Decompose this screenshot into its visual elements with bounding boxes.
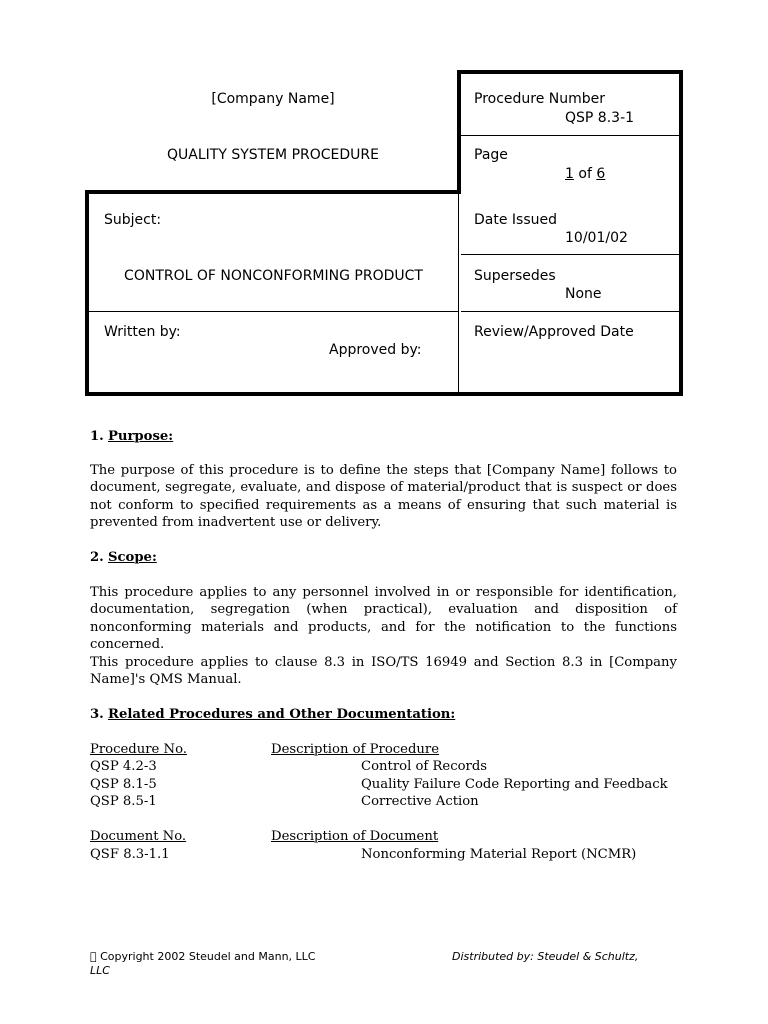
- page-current: 1: [565, 166, 574, 182]
- section-number: 1.: [90, 429, 104, 444]
- written-by-label: Written by:: [104, 324, 181, 340]
- copyright-notice:   Copyright 2002 Steudel and Mann, LLC: [90, 950, 316, 963]
- purpose-heading: [90, 428, 173, 445]
- scope-text: This procedure applies to any personnel involved in or responsible for identification, documentation, segregation (when practical), evaluation and disposition of nonconforming materials and products, and for the notification to the functions concerned.: [90, 585, 677, 653]
- procedure-desc-cell: Control of Records: [361, 759, 488, 774]
- header-divider: [461, 135, 679, 136]
- supersedes-label: Supersedes: [474, 268, 556, 284]
- header-divider: [458, 194, 459, 392]
- document-type: QUALITY SYSTEM PROCEDURE: [167, 147, 379, 163]
- header-divider: [89, 311, 458, 312]
- page-of: of: [578, 166, 592, 182]
- section-number: 2.: [90, 550, 104, 565]
- procedure-col-header: Procedure No.: [90, 742, 187, 757]
- section-title: Purpose:: [107, 429, 174, 444]
- page-total: 6: [596, 166, 606, 182]
- company-name: [Company Name]: [211, 91, 335, 107]
- header-border: [457, 70, 461, 194]
- distributed-by: Distributed by: Steudel & Schultz,: [452, 950, 639, 963]
- document-number-cell: QSF 8.3-1.1: [90, 847, 170, 862]
- date-issued-label: Date Issued: [474, 212, 558, 228]
- header-border: [679, 70, 683, 396]
- date-issued: 10/01/02: [565, 230, 628, 246]
- procedure-desc-cell: Corrective Action: [361, 794, 479, 809]
- procedure-number: QSP 8.3-1: [565, 110, 635, 126]
- approved-by-label: Approved by:: [329, 342, 422, 358]
- procedure-desc-cell: Quality Failure Code Reporting and Feedback: [361, 777, 668, 792]
- document-desc-col-header: Description of Document: [271, 829, 439, 844]
- subject-label: Subject:: [104, 212, 162, 228]
- page-indicator: [565, 166, 605, 182]
- header-divider: [461, 254, 679, 255]
- procedure-number-cell: QSP 8.5-1: [90, 794, 157, 809]
- header-border: [85, 392, 683, 396]
- section-title: Scope:: [107, 550, 157, 565]
- header-border: [85, 190, 89, 396]
- section-number: 3.: [90, 707, 104, 722]
- scope-text-2: This procedure applies to clause 8.3 in ISO/TS 16949 and Section 8.3 in [Company Name]'s QMS Manual.: [90, 655, 677, 688]
- document-desc-cell: Nonconforming Material Report (NCMR): [361, 847, 637, 862]
- document-col-header: Document No.: [90, 829, 187, 844]
- supersedes-value: None: [565, 286, 602, 302]
- page-label: Page: [474, 147, 508, 163]
- procedure-desc-col-header: Description of Procedure: [271, 742, 439, 757]
- header-border: [85, 190, 461, 194]
- scope-heading: [90, 549, 157, 566]
- procedure-number-cell: QSP 4.2-3: [90, 759, 157, 774]
- procedure-number-cell: QSP 8.1-5: [90, 777, 157, 792]
- header-divider: [461, 311, 679, 312]
- header-border: [457, 70, 683, 74]
- distributed-by-continued: LLC: [90, 964, 110, 977]
- review-approved-date-label: Review/Approved Date: [474, 324, 634, 340]
- section-title: Related Procedures and Other Documentation:: [107, 707, 456, 722]
- procedure-number-label: Procedure Number: [474, 91, 606, 107]
- related-heading: [90, 706, 455, 723]
- subject-title: CONTROL OF NONCONFORMING PRODUCT: [124, 268, 423, 284]
- purpose-text: The purpose of this procedure is to define the steps that [Company Name] follows to document, segregate, evaluate, and dispose of material/product that is suspect or does not conform to specified requirements as a means of ensuring that such material is prevented from inadvertent use or delivery.: [90, 463, 677, 531]
